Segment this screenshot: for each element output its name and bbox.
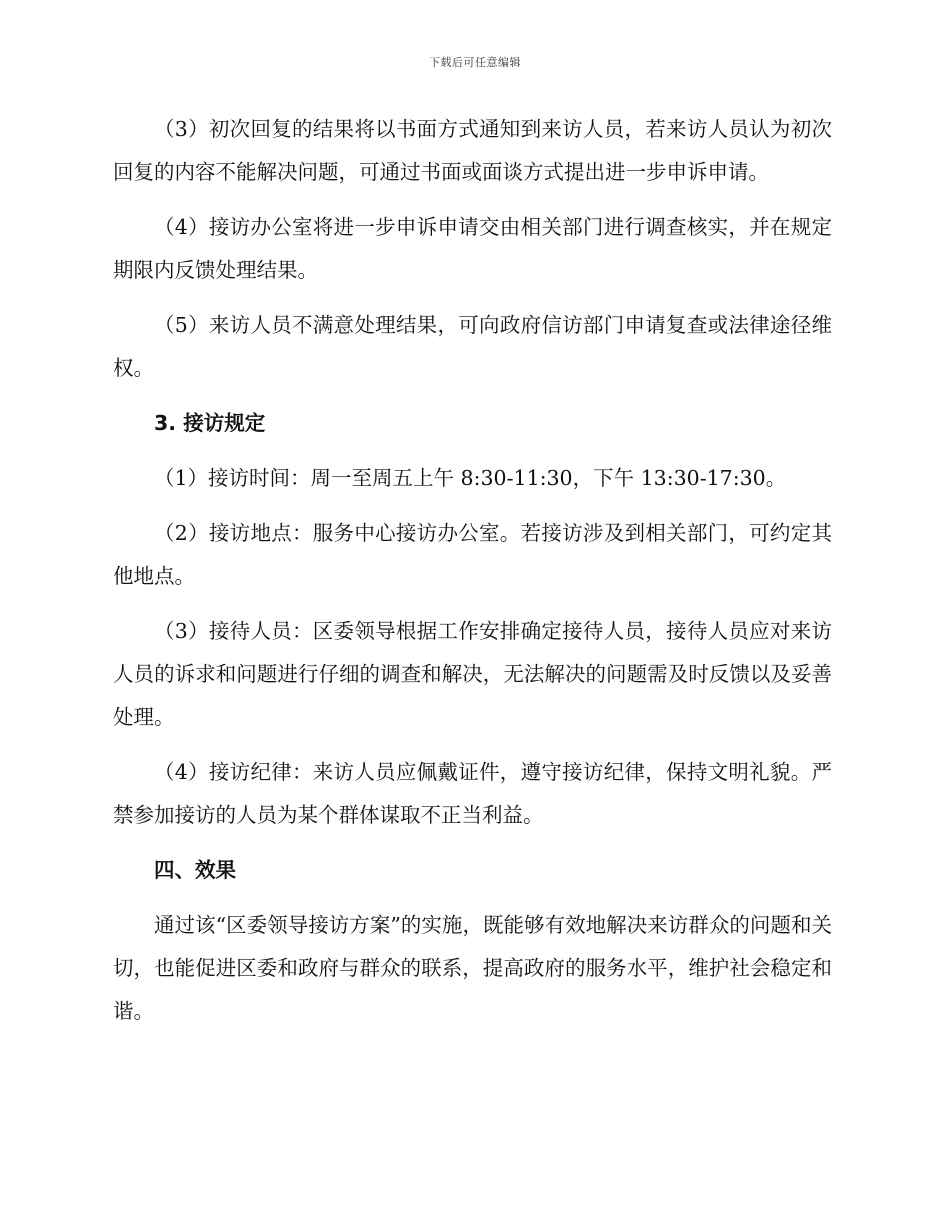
paragraph-visit-time: （1）接访时间：周一至周五上午 8:30-11:30，下午 13:30-17:30。 xyxy=(154,466,787,490)
paragraph-visit-location: （2）接访地点：服务中心接访办公室。若接访涉及到相关部门，可约定其他地点。 xyxy=(113,521,832,588)
section-heading-effect: 四、效果 xyxy=(154,858,236,882)
paragraph-visit-discipline: （4）接访纪律：来访人员应佩戴证件，遵守接访纪律，保持文明礼貌。严禁参加接访的人员为某个群体谋取不正当利益。 xyxy=(113,760,832,827)
paragraph-further-appeal: （4）接访办公室将进一步申诉申请交由相关部门进行调查核实，并在规定期限内反馈处理结果。 xyxy=(113,215,832,282)
document-body xyxy=(113,108,832,1045)
page-header: 下载后可任意编辑 xyxy=(429,56,521,69)
paragraph-reception-staff: （3）接待人员：区委领导根据工作安排确定接待人员，接待人员应对来访人员的诉求和问题进行仔细的调查和解决，无法解决的问题需及时反馈以及妥善处理。 xyxy=(113,619,832,729)
section-heading-visit-rules: 3. 接访规定 xyxy=(154,411,266,435)
paragraph-effect-summary: 通过该“区委领导接访方案”的实施，既能够有效地解决来访群众的问题和关切，也能促进区委和政府与群众的联系，提高政府的服务水平，维护社会稳定和谐。 xyxy=(113,913,832,1023)
paragraph-reply-notice: （3）初次回复的结果将以书面方式通知到来访人员，若来访人员认为初次回复的内容不能解决问题，可通过书面或面谈方式提出进一步申诉申请。 xyxy=(113,117,832,184)
paragraph-review-rights: （5）来访人员不满意处理结果，可向政府信访部门申请复查或法律途径维权。 xyxy=(113,313,832,380)
